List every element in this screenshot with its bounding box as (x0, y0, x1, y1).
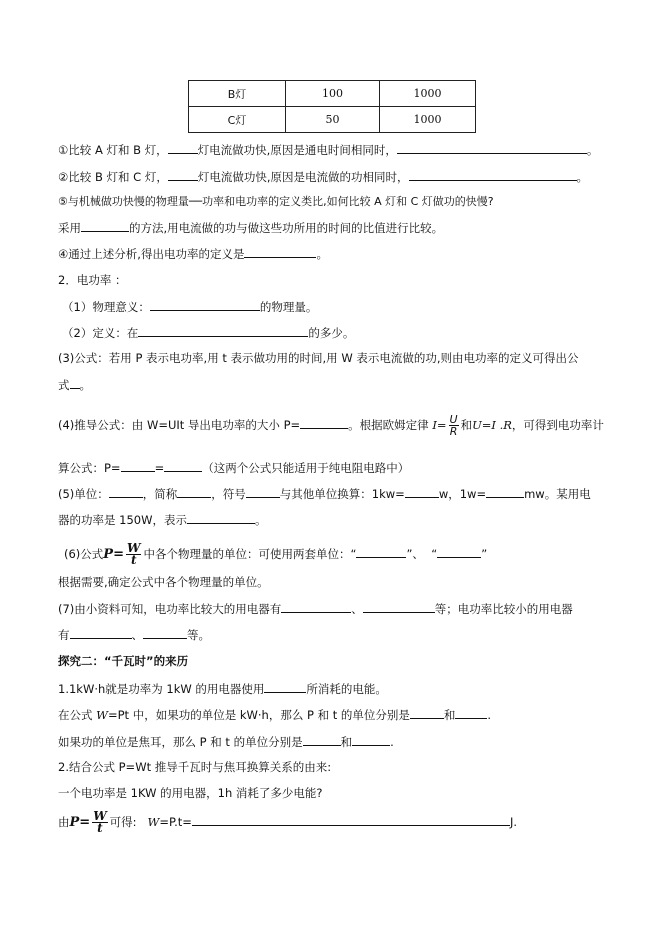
question-text: 。 (576, 170, 589, 184)
item-text: 等。 (187, 628, 210, 642)
formula-symbol: = (79, 815, 91, 830)
answer-blank[interactable] (143, 626, 187, 639)
fraction-numerator: U (449, 413, 458, 426)
item-text: 。 (79, 378, 91, 392)
item-text: =Pt 中，如果功的单位是 kW·h，那么 P 和 t 的单位分别是 (107, 708, 410, 722)
item-text: = (154, 461, 165, 475)
fraction-denominator: t (97, 821, 103, 835)
explore-item-1-line2 (58, 706, 491, 723)
item-formula (58, 350, 579, 366)
question-text: 。 (316, 247, 328, 261)
item-text: 和 (460, 418, 473, 432)
question-compare-ab (58, 141, 598, 158)
explore-item-2-derivation (58, 808, 517, 837)
answer-blank[interactable] (352, 733, 390, 746)
question-method (58, 219, 443, 236)
answer-blank[interactable] (405, 485, 439, 498)
item-text: “ (431, 547, 438, 561)
question-text: 的方法,用电流做的功与做这些功所用的时间的比值进行比较。 (129, 221, 444, 235)
question-text: 灯电流做功快,原因是电流做的功相同时， (197, 170, 409, 184)
item-text: （2）定义：在 (62, 326, 139, 340)
fraction-u-over-r (449, 414, 459, 437)
item-text: 算公式：P= (58, 461, 121, 475)
formula-symbol: W (147, 815, 160, 829)
table-row (189, 81, 476, 107)
item-text: . (390, 735, 394, 749)
answer-blank[interactable] (121, 459, 155, 472)
answer-blank[interactable] (409, 168, 577, 181)
answer-blank[interactable] (363, 600, 435, 613)
item-physical-meaning (62, 298, 317, 315)
item-text: ” (481, 547, 488, 561)
explore-item-1 (58, 680, 387, 697)
explore-item-2-question (58, 785, 323, 801)
fraction-denominator: R (449, 425, 458, 438)
item-text: 的多少。 (308, 326, 355, 340)
item-text: . (487, 708, 492, 722)
item-text: 有 (58, 628, 70, 642)
item-text: 可得: (109, 815, 137, 829)
formula-symbol: P (69, 815, 80, 830)
table-cell: 1000 (380, 107, 476, 133)
item-text: 根据需要,确定公式中各个物理量的单位。 (58, 575, 269, 589)
answer-blank[interactable] (437, 545, 481, 558)
answer-blank[interactable] (70, 376, 80, 389)
item-text: （这两个公式只能适用于纯电阻电路中） (202, 461, 410, 475)
answer-blank[interactable] (168, 168, 198, 181)
fraction-numerator: W (93, 809, 107, 823)
formula-symbol: P (103, 547, 114, 562)
section-title (58, 272, 126, 288)
fraction-denominator: t (130, 553, 137, 567)
item-text: 。 (254, 513, 267, 527)
item-text: =P.t= (159, 815, 192, 829)
answer-blank[interactable] (300, 416, 348, 429)
item-text: (4)推导公式：由 W=UIt 导出电功率的大小 P= (58, 418, 301, 432)
item-appliances (58, 600, 573, 617)
item-text: (6)公式 (64, 547, 104, 561)
answer-blank[interactable] (303, 733, 341, 746)
item-text: 。根据欧姆定律 (348, 418, 433, 432)
question-text: 灯电流做功快,原因是通电时间相同时， (197, 143, 397, 157)
question-text: 。 (586, 143, 599, 157)
table-cell: 100 (286, 81, 380, 107)
explore-item-1-line3 (58, 733, 394, 750)
answer-blank[interactable] (150, 298, 260, 311)
question-text: ⑤与机械做功快慢的物理量──功率和电功率的定义类比,如何比较 A 灯和 C 灯做功的快慢? (58, 195, 494, 208)
answer-blank[interactable] (281, 600, 351, 613)
item-text: w，1w= (438, 487, 487, 501)
question-definition (58, 245, 328, 262)
explore-title-text: 探究二：“千瓦时”的来历 (58, 654, 189, 668)
item-text: “ (350, 547, 357, 561)
formula-symbol: = (113, 547, 124, 562)
item-text: 与其他单位换算：1kw= (279, 487, 405, 501)
item-text: 式 (58, 378, 70, 392)
answer-blank[interactable] (70, 626, 132, 639)
item-units (58, 485, 591, 502)
item-text: ，符号 (211, 487, 246, 501)
question-text: 采用 (58, 221, 81, 235)
formula-symbol: W (96, 708, 108, 722)
lamp-table (188, 80, 476, 133)
answer-blank[interactable] (455, 706, 487, 719)
answer-blank[interactable] (187, 511, 255, 524)
question-text: ①比较 A 灯和 B 灯， (58, 143, 168, 157)
answer-blank[interactable] (246, 485, 280, 498)
item-text: (5)单位： (58, 487, 109, 501)
item-text: ”、 (406, 547, 424, 561)
formula-text: U=I .R (472, 418, 512, 432)
table-cell: 50 (286, 107, 380, 133)
table-cell: C灯 (189, 107, 286, 133)
item-text: 等；电功率比较小的用电器 (434, 602, 573, 616)
answer-blank[interactable] (410, 706, 444, 719)
answer-blank[interactable] (264, 680, 306, 693)
item-text: 的物理量。 (259, 300, 318, 314)
item-text: ，简称 (142, 487, 178, 501)
answer-blank[interactable] (356, 545, 406, 558)
item-text: 、 (131, 628, 143, 642)
item-text: 所消耗的电能。 (306, 682, 387, 696)
question-text: ④通过上述分析,得出电功率的定义是 (58, 247, 245, 261)
formula-text: I= (432, 418, 447, 432)
fraction-w-over-t (92, 811, 107, 834)
item-derived-formula (58, 412, 604, 438)
item-formula-line2 (58, 376, 91, 393)
answer-blank[interactable] (244, 245, 316, 258)
answer-blank[interactable] (81, 219, 129, 232)
answer-blank[interactable] (192, 813, 510, 826)
item-text: ，可得到电功率计 (511, 418, 604, 432)
item-text: 中各个物理量的单位：可使用两套单位： (143, 547, 351, 561)
question-compare-ac (58, 194, 494, 210)
table-cell: 1000 (380, 81, 476, 107)
item-formula-units-line2 (58, 574, 269, 590)
item-formula-units (64, 542, 487, 567)
item-text: (3)公式：若用 P 表示电功率,用 t 表示做功用的时间,用 W 表示电流做的功,则由电功率的定义可得出公 (58, 351, 579, 365)
question-text: ②比较 B 灯和 C 灯， (58, 170, 168, 184)
item-text: (7)由小资料可知，电功率比较大的用电器有 (58, 602, 282, 616)
item-text: 和 (443, 708, 456, 722)
item-text: 一个电功率是 1KW 的用电器，1h 消耗了多少电能? (58, 786, 323, 800)
explore-item-2 (58, 759, 331, 775)
section-title-text: 2．电功率 ： (58, 273, 127, 287)
item-text: 由 (58, 815, 70, 829)
question-compare-bc (58, 168, 588, 185)
answer-blank[interactable] (177, 485, 211, 498)
table-row (189, 107, 476, 133)
answer-blank[interactable] (109, 485, 143, 498)
item-text: 在公式 (58, 708, 97, 722)
answer-blank[interactable] (138, 324, 308, 337)
item-definition (62, 324, 354, 341)
fraction-w-over-t (126, 543, 141, 566)
item-text: 、 (351, 602, 363, 616)
answer-blank[interactable] (164, 459, 202, 472)
item-units-line2 (58, 511, 266, 528)
table-cell: B灯 (189, 81, 286, 107)
item-text: （1）物理意义： (62, 300, 150, 314)
fraction-numerator: W (126, 541, 141, 555)
item-text: 如果功的单位是焦耳，那么 P 和 t 的单位分别是 (58, 735, 303, 749)
item-text: 和 (340, 735, 353, 749)
item-text: mw。某用电 (524, 487, 591, 501)
explore-title (58, 653, 188, 669)
item-derived-formula-line2 (58, 459, 409, 476)
answer-blank[interactable] (486, 485, 524, 498)
answer-blank[interactable] (168, 141, 198, 154)
item-text: 1.1kW·h就是功率为 1kW 的用电器使用 (58, 682, 265, 696)
item-text: 器的功率是 150W，表示 (58, 513, 187, 527)
answer-blank[interactable] (397, 141, 587, 154)
item-text: 2.结合公式 P=Wt 推导千瓦时与焦耳换算关系的由来: (58, 760, 332, 774)
item-text: J. (509, 815, 517, 829)
item-appliances-line2 (58, 626, 210, 643)
